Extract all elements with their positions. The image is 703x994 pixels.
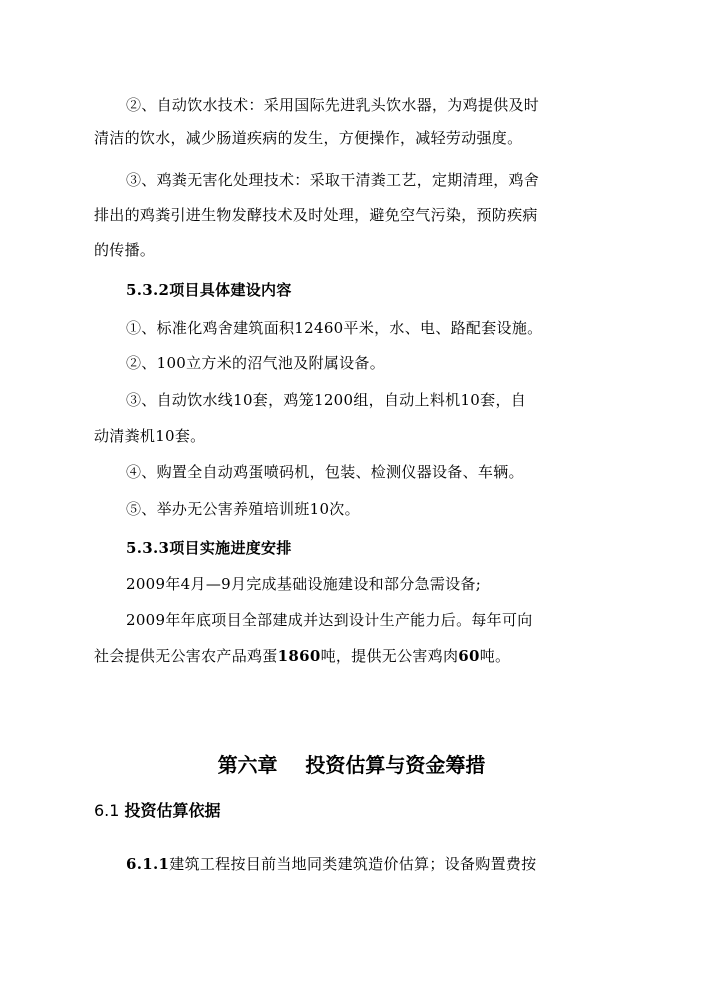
- section-533-heading: 5.3.3项目实施进度安排: [126, 539, 292, 557]
- section-532-item3-line1: ③、自动饮水线10套，鸡笼1200组，自动上料机10套，自: [126, 391, 527, 409]
- section-533-line3-part-b: 吨，提供无公害鸡肉: [320, 647, 459, 665]
- chapter-title: [0, 749, 703, 778]
- section-611-text: 建筑工程按目前当地同类建筑造价估算；设备购置费按: [169, 855, 537, 873]
- section-532-item1: ①、标准化鸡舍建筑面积12460平米，水、电、路配套设施。: [126, 319, 543, 337]
- paragraph-drinking-line1: ②、自动饮水技术：采用国际先进乳头饮水器，为鸡提供及时: [126, 96, 540, 114]
- section-533-line3-part-a: 社会提供无公害农产品鸡蛋: [94, 647, 278, 665]
- section-533-line2: 2009年年底项目全部建成并达到设计生产能力后。每年可向: [126, 611, 533, 629]
- section-533-line1: 2009年4月—9月完成基础设施建设和部分急需设备;: [126, 575, 482, 593]
- section-532-item2: ②、100立方米的沼气池及附属设备。: [126, 354, 386, 372]
- section-611-number: 6.1.1: [126, 855, 170, 873]
- paragraph-manure-line1: ③、鸡粪无害化处理技术：采取干清粪工艺，定期清理，鸡舍: [126, 171, 540, 189]
- section-532-item4: ④、购置全自动鸡蛋喷码机，包装、检测仪器设备、车辆。: [126, 463, 524, 481]
- section-532-item5: ⑤、举办无公害养殖培训班10次。: [126, 500, 360, 518]
- section-533-line3: [94, 646, 614, 666]
- section-532-heading: 5.3.2项目具体建设内容: [126, 281, 292, 299]
- chapter-title-text: 第六章 投资估算与资金筹措: [217, 753, 486, 777]
- section-533-line3-part-c: 吨。: [479, 647, 511, 665]
- section-532-item3-line2: 动清粪机10套。: [94, 427, 206, 445]
- section-611-paragraph: [126, 854, 646, 874]
- paragraph-manure-line2: 排出的鸡粪引进生物发酵技术及时处理，避免空气污染，预防疾病: [94, 206, 538, 224]
- section-61-number: 6.1: [94, 801, 120, 820]
- paragraph-manure-line3: 的传播。: [94, 241, 156, 259]
- paragraph-drinking-line2: 清洁的饮水，减少肠道疾病的发生，方便操作，减轻劳动强度。: [94, 129, 523, 147]
- meat-output-value: 60: [458, 647, 480, 665]
- section-61-title: 投资估算依据: [124, 801, 221, 820]
- egg-output-value: 1860: [277, 647, 321, 665]
- section-61-heading: [94, 798, 221, 821]
